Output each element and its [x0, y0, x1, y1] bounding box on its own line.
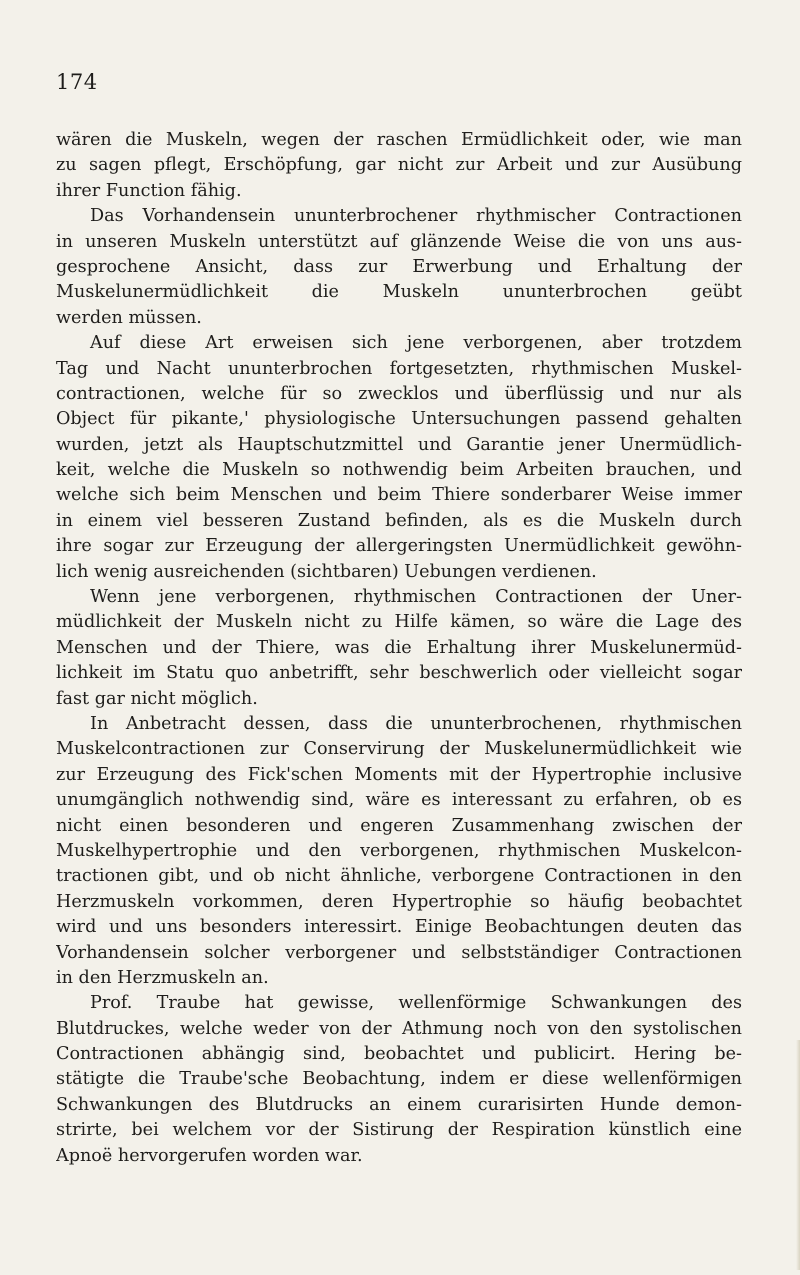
text-line: Tag und Nacht ununterbrochen fortgesetzten, rhythmischen Muskel-	[56, 358, 742, 379]
paragraph	[56, 128, 742, 204]
text-line: Muskelunermüdlichkeit die Muskeln ununterbrochen geübt	[56, 282, 742, 303]
text-line: Muskelcontractionen zur Conservirung der Muskelunermüdlichkeit wie	[56, 739, 742, 760]
text-line: zu sagen pflegt, Erschöpfung, gar nicht zur Arbeit und zur Ausübung	[56, 155, 742, 176]
text-line: Das Vorhandensein ununterbrochener rhythmischer Contractionen	[90, 206, 742, 227]
text-line: strirte, bei welchem vor der Sistirung der Respiration künstlich eine	[56, 1120, 742, 1141]
text-line: in einem viel besseren Zustand befinden, als es die Muskeln durch	[56, 510, 742, 531]
text-line: müdlichkeit der Muskeln nicht zu Hilfe kämen, so wäre die Lage des	[56, 612, 742, 633]
text-line: fast gar nicht möglich.	[56, 688, 258, 709]
paragraph	[56, 991, 742, 1169]
text-line: Apnoë hervorgerufen worden war.	[56, 1145, 363, 1166]
paragraph	[56, 585, 742, 712]
text-line: ihre sogar zur Erzeugung der allergeringsten Unermüdlichkeit gewöhn-	[56, 536, 742, 557]
text-line: tractionen gibt, und ob nicht ähnliche, verborgene Contractionen in den	[56, 866, 742, 887]
text-line: Menschen und der Thiere, was die Erhaltung ihrer Muskelunermüd-	[56, 637, 742, 658]
text-line: nicht einen besonderen und engeren Zusammenhang zwischen der	[56, 815, 742, 836]
text-line: in unseren Muskeln unterstützt auf glänzende Weise die von uns aus-	[56, 231, 742, 252]
text-line: contractionen, welche für so zwecklos und überflüssig und nur als	[56, 383, 742, 404]
text-line: Schwankungen des Blutdrucks an einem curarisirten Hunde demon-	[56, 1094, 742, 1115]
text-line: gesprochene Ansicht, dass zur Erwerbung und Erhaltung der	[56, 256, 742, 277]
text-line: In Anbetracht dessen, dass die ununterbrochenen, rhythmischen	[90, 713, 742, 734]
text-line: werden müssen.	[56, 307, 202, 328]
paragraph	[56, 712, 742, 991]
text-line: zur Erzeugung des Fick'schen Moments mit der Hypertrophie inclusive	[56, 764, 742, 785]
text-line: unumgänglich nothwendig sind, wäre es interessant zu erfahren, ob es	[56, 790, 742, 811]
text-line: Blutdruckes, welche weder von der Athmung noch von den systolischen	[56, 1018, 742, 1039]
text-line: Object für pikante,' physiologische Untersuchungen passend gehalten	[56, 409, 742, 430]
text-line: lich wenig ausreichenden (sichtbaren) Uebungen verdienen.	[56, 561, 597, 582]
text-line: keit, welche die Muskeln so nothwendig beim Arbeiten brauchen, und	[56, 460, 742, 481]
page-number: 174	[56, 70, 98, 94]
text-line: wären die Muskeln, wegen der raschen Ermüdlichkeit oder, wie man	[56, 130, 742, 150]
text-line: Wenn jene verborgenen, rhythmischen Contractionen der Uner-	[90, 587, 742, 608]
text-line: Vorhandensein solcher verborgener und selbstständiger Contractionen	[56, 942, 742, 963]
text-line: in den Herzmuskeln an.	[56, 967, 269, 988]
text-line: Muskelhypertrophie und den verborgenen, rhythmischen Muskelcon-	[56, 840, 742, 861]
text-line: Herzmuskeln vorkommen, deren Hypertrophie so häufig beobachtet	[56, 891, 742, 912]
text-line: stätigte die Traube'sche Beobachtung, indem er diese wellenförmigen	[56, 1069, 742, 1090]
text-line: Prof. Traube hat gewisse, wellenförmige Schwankungen des	[90, 993, 742, 1014]
text-line: wird und uns besonders interessirt. Einige Beobachtungen deuten das	[56, 917, 742, 938]
page-edge-shadow	[796, 1040, 800, 1270]
paragraph	[56, 204, 742, 331]
paragraph	[56, 331, 742, 585]
text-line: Contractionen abhängig sind, beobachtet und publicirt. Hering be-	[56, 1044, 742, 1065]
text-line: welche sich beim Menschen und beim Thiere sonderbarer Weise immer	[56, 485, 742, 506]
text-body	[56, 128, 742, 1169]
text-line: Auf diese Art erweisen sich jene verborgenen, aber trotzdem	[90, 333, 742, 354]
text-line: ihrer Function fähig.	[56, 180, 242, 201]
text-line: lichkeit im Statu quo anbetrifft, sehr beschwerlich oder vielleicht sogar	[56, 663, 742, 684]
text-line: wurden, jetzt als Hauptschutzmittel und Garantie jener Unermüdlich-	[56, 434, 742, 455]
